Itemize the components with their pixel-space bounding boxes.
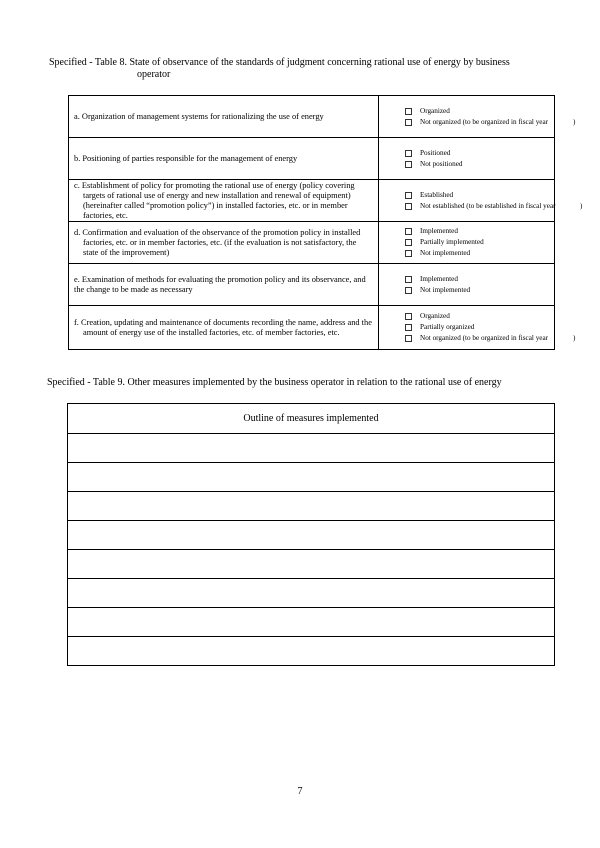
checkbox[interactable] [405, 239, 412, 246]
checkbox[interactable] [405, 324, 412, 331]
option: Partially implemented [403, 237, 553, 248]
option: Not implemented [403, 285, 553, 296]
checkbox[interactable] [405, 335, 412, 342]
option: Established [403, 190, 553, 201]
option: Implemented [403, 226, 553, 237]
table8-caption-line1: Specified - Table 8. State of observance of the standards of judgment concerning rational use of energy by business [49, 57, 510, 68]
checkbox[interactable] [405, 276, 412, 283]
option: Not positioned [403, 159, 553, 170]
option: Not organized (to be organized in fiscal year ) [403, 117, 553, 128]
table-row [69, 222, 555, 264]
table-row [69, 96, 555, 138]
blank-entry-cell[interactable] [68, 434, 555, 463]
checkbox[interactable] [405, 161, 412, 168]
table9-caption: Specified - Table 9. Other measures implemented by the business operator in relation to the rational use of energy [47, 377, 502, 388]
row-options [379, 264, 555, 306]
option: Partially organized [403, 322, 553, 333]
option: Organized [403, 311, 553, 322]
table-row [69, 306, 555, 350]
checkbox[interactable] [405, 119, 412, 126]
table-row [69, 180, 555, 222]
table9 [67, 403, 555, 666]
blank-entry-cell[interactable] [68, 492, 555, 521]
option: Not established (to be established in fiscal year ) [403, 201, 553, 212]
table-row[interactable] [68, 492, 555, 521]
table8-caption-line2: operator [137, 69, 171, 80]
table8-caption [49, 57, 557, 81]
option: Not organized (to be organized in fiscal year ) [403, 333, 553, 344]
table-row[interactable] [68, 637, 555, 666]
row-item-text: b. Positioning of parties responsible for the management of energy [69, 138, 379, 180]
blank-entry-cell[interactable] [68, 637, 555, 666]
table-row[interactable] [68, 521, 555, 550]
table-row[interactable] [68, 579, 555, 608]
checkbox[interactable] [405, 287, 412, 294]
option: Positioned [403, 148, 553, 159]
table-row[interactable] [68, 550, 555, 579]
checkbox[interactable] [405, 313, 412, 320]
checkbox[interactable] [405, 150, 412, 157]
row-options [379, 96, 576, 138]
option: Organized [403, 106, 553, 117]
option: Not implemented [403, 248, 553, 259]
table9-header: Outline of measures implemented [68, 404, 555, 434]
checkbox[interactable] [405, 228, 412, 235]
row-item-text: e. Examination of methods for evaluating the promotion policy and its observance, and the change to be made as necessary [69, 264, 379, 306]
checkbox[interactable] [405, 108, 412, 115]
row-options [379, 180, 583, 222]
row-options [379, 138, 555, 180]
blank-entry-cell[interactable] [68, 579, 555, 608]
row-item-text: a. Organization of management systems for rationalizing the use of energy [69, 96, 379, 138]
blank-entry-cell[interactable] [68, 608, 555, 637]
row-options [379, 222, 555, 264]
row-options [379, 306, 576, 350]
table-row[interactable] [68, 463, 555, 492]
option: Implemented [403, 274, 553, 285]
blank-entry-cell[interactable] [68, 463, 555, 492]
table-row [69, 264, 555, 306]
table8 [68, 95, 583, 350]
checkbox[interactable] [405, 203, 412, 210]
blank-entry-cell[interactable] [68, 550, 555, 579]
blank-entry-cell[interactable] [68, 521, 555, 550]
row-item-text: d. Confirmation and evaluation of the observance of the promotion policy in installed factories, etc. or in member factories, etc. (if the evaluation is not satisfactory, the state of the improvement) [69, 222, 379, 264]
row-item-text: c. Establishment of policy for promoting the rational use of energy (policy covering targets of rational use of energy and new installation and renewal of equipment) (hereinafter called “promotion policy”) in installed factories, etc. or in member factories, etc. [69, 180, 379, 222]
checkbox[interactable] [405, 192, 412, 199]
page-number: 7 [297, 786, 303, 797]
checkbox[interactable] [405, 250, 412, 257]
table-row [69, 138, 555, 180]
row-item-text: f. Creation, updating and maintenance of documents recording the name, address and the amount of energy use of the installed factories, etc. of member factories, etc. [69, 306, 379, 350]
table-row[interactable] [68, 434, 555, 463]
table-row[interactable] [68, 608, 555, 637]
